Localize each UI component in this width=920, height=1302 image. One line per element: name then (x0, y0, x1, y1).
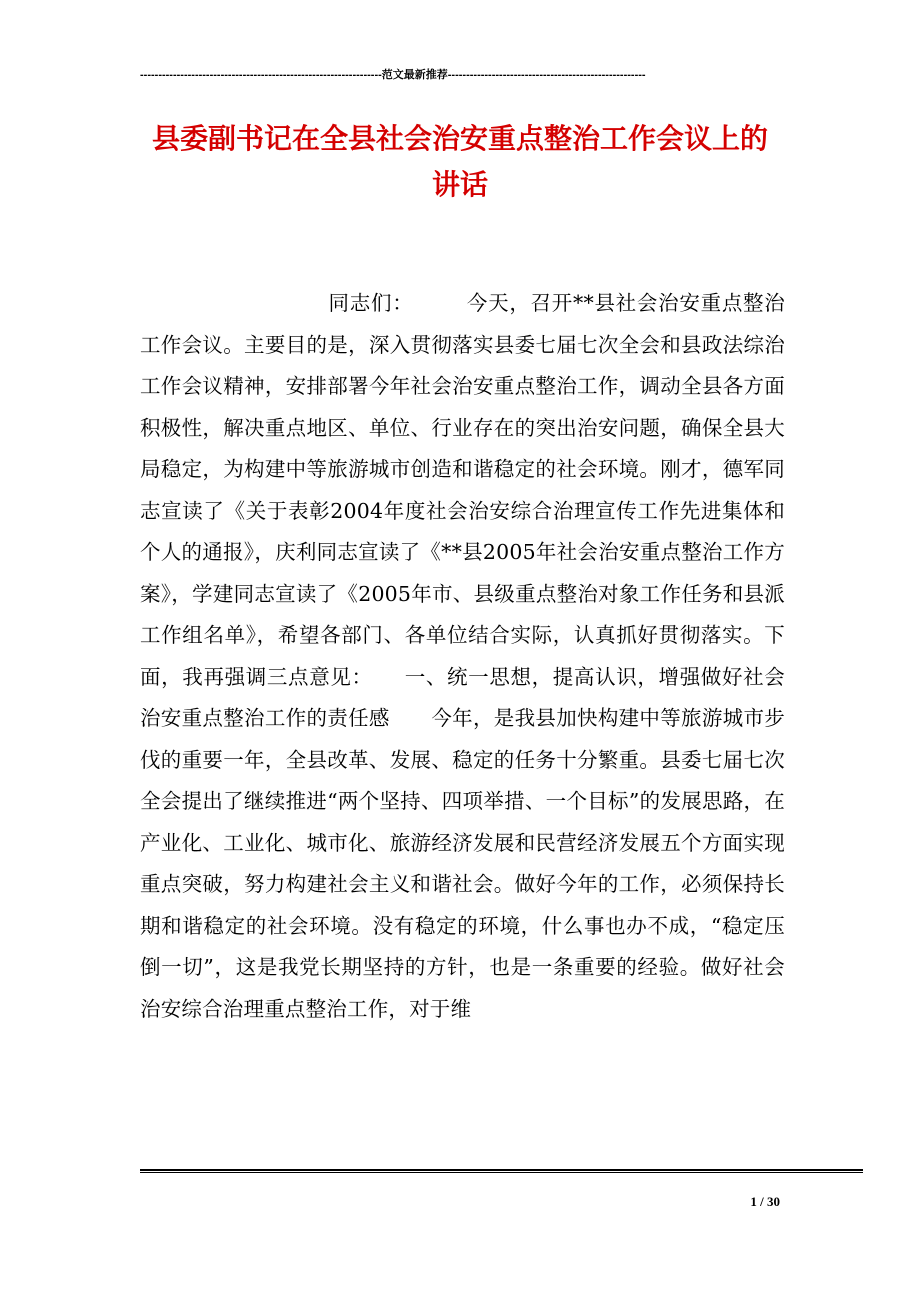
speech-body (140, 283, 785, 1030)
title-line-2: 讲话 (431, 168, 488, 201)
document-title (140, 116, 780, 208)
page-header: ------------------------------------------------------------------范文最新推荐------------------------------------------------------ (140, 69, 646, 81)
page-number: 1 / 30 (750, 1194, 780, 1209)
footer-divider (140, 1169, 863, 1174)
title-line-1: 县委副书记在全县社会治安重点整治工作会议上的 (151, 122, 768, 155)
speech-paragraph: 同志们： 今天，召开**县社会治安重点整治工作会议。主要目的是，深入贯彻落实县委七届七次全会和县政法综治工作会议精神，安排部署今年社会治安重点整治工作，调动全县各方面积极性，解决重点地区、单位、行业存在的突出治安问题，确保全县大局稳定，为构建中等旅游城市创造和谐稳定的社会环境。刚才，德军同志宣读了《关于表彰2004年度社会治安综合治理宣传工作先进集体和个人的通报》，庆利同志宣读了《**县2005年社会治安重点整治工作方案》，学建同志宣读了《2005年市、县级重点整治对象工作任务和县派工作组名单》，希望各部门、各单位结合实际，认真抓好贯彻落实。下面，我再强调三点意见： 一、统一思想，提高认识，增强做好社会治安重点整治工作的责任感 今年，是我县加快构建中等旅游城市步伐的重要一年，全县改革、发展、稳定的任务十分繁重。县委七届七次全会提出了继续推进“两个坚持、四项举措、一个目标”的发展思路，在产业化、工业化、城市化、旅游经济发展和民营经济发展五个方面实现重点突破，努力构建社会主义和谐社会。做好今年的工作，必须保持长期和谐稳定的社会环境。没有稳定的环境，什么事也办不成，“稳定压倒一切”，这是我党长期坚持的方针，也是一条重要的经验。做好社会治安综合治理重点整治工作，对于维 (140, 291, 785, 1021)
